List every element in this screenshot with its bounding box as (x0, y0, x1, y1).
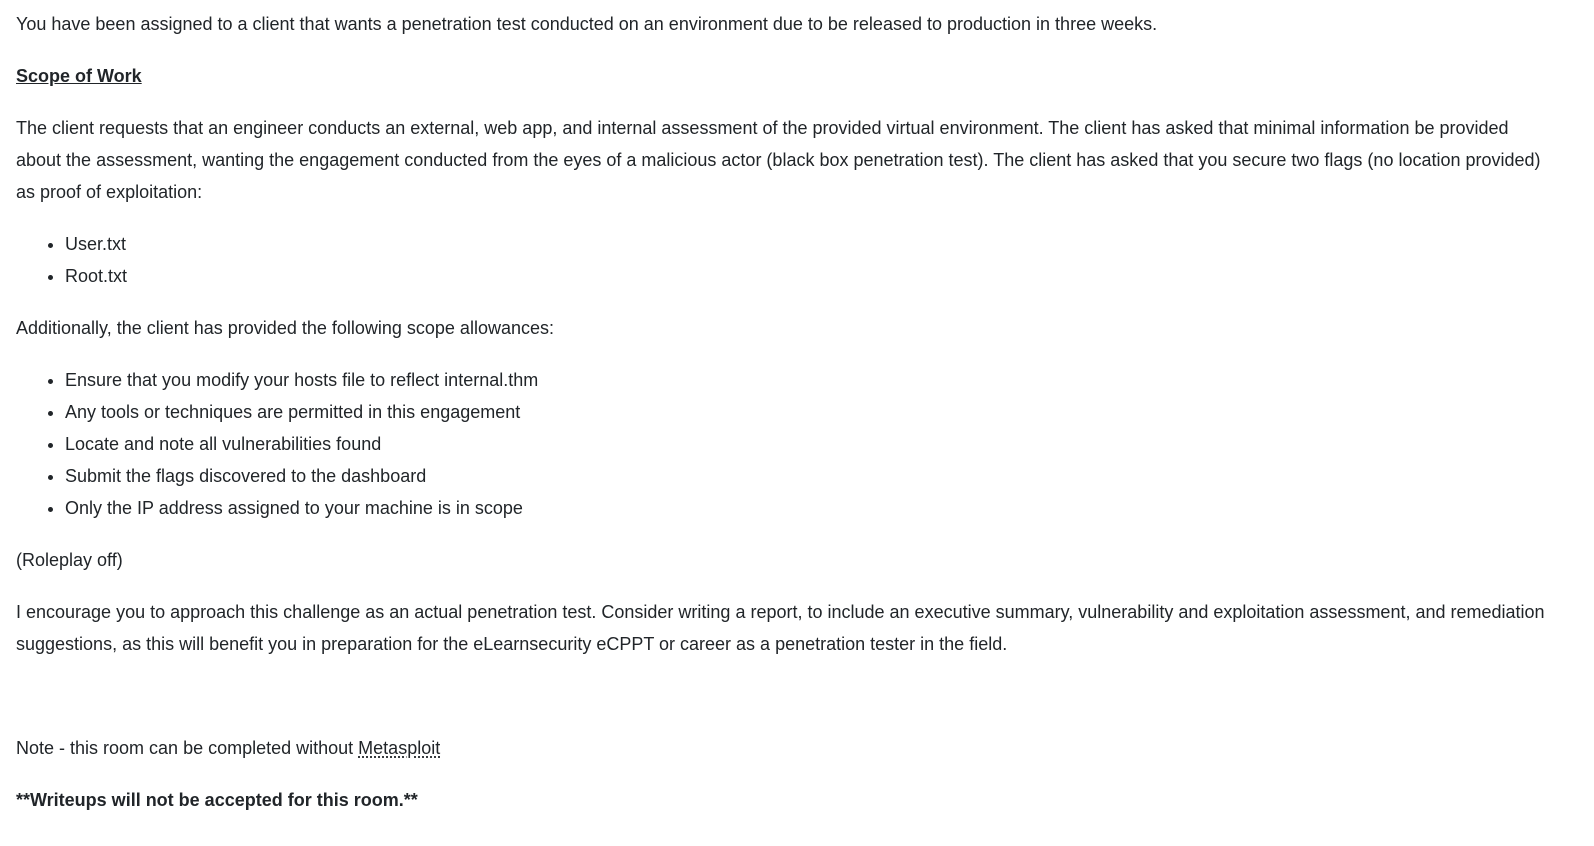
list-item: • Locate and note all vulnerabilities found (65, 428, 1556, 460)
flags-list (16, 228, 1556, 292)
allowances-list (16, 364, 1556, 524)
intro-paragraph: You have been assigned to a client that wants a penetration test conducted on an environment due to be released to production in three weeks. (16, 14, 1158, 34)
list-item: • User.txt (65, 228, 1556, 260)
list-item: • Only the IP address assigned to your machine is in scope (65, 492, 1556, 524)
list-item: • Root.txt (65, 260, 1556, 292)
scope-paragraph: The client requests that an engineer conducts an external, web app, and internal assessment of the provided virtual environment. The client has asked that minimal information be provided about the assessment, wanting the engagement conducted from the eyes of a malicious actor (black box penetration test). The client has asked that you secure two flags (no location provided) as proof of exploitation: (16, 118, 1541, 202)
note-paragraph (16, 732, 1556, 764)
note-prefix: Note - this room can be completed without (16, 738, 359, 758)
encourage-paragraph: I encourage you to approach this challenge as an actual penetration test. Consider writing a report, to include an executive summary, vulnerability and exploitation assessment, and remediation suggestions, as this will benefit you in preparation for the eLearnsecurity eCPPT or career as a penetration tester in the field. (16, 602, 1545, 654)
list-item: • Any tools or techniques are permitted in this engagement (65, 396, 1556, 428)
spacer (16, 680, 1556, 732)
metasploit-abbr[interactable]: Metasploit (358, 738, 441, 758)
scope-heading: Scope of Work (16, 66, 142, 86)
list-item: • Ensure that you modify your hosts file to reflect internal.thm (65, 364, 1556, 396)
allowances-intro: Additionally, the client has provided the following scope allowances: (16, 318, 554, 338)
writeups-notice: **Writeups will not be accepted for this room.** (16, 790, 418, 810)
roleplay-paragraph: (Roleplay off) (16, 550, 123, 570)
list-item: • Submit the flags discovered to the dashboard (65, 460, 1556, 492)
